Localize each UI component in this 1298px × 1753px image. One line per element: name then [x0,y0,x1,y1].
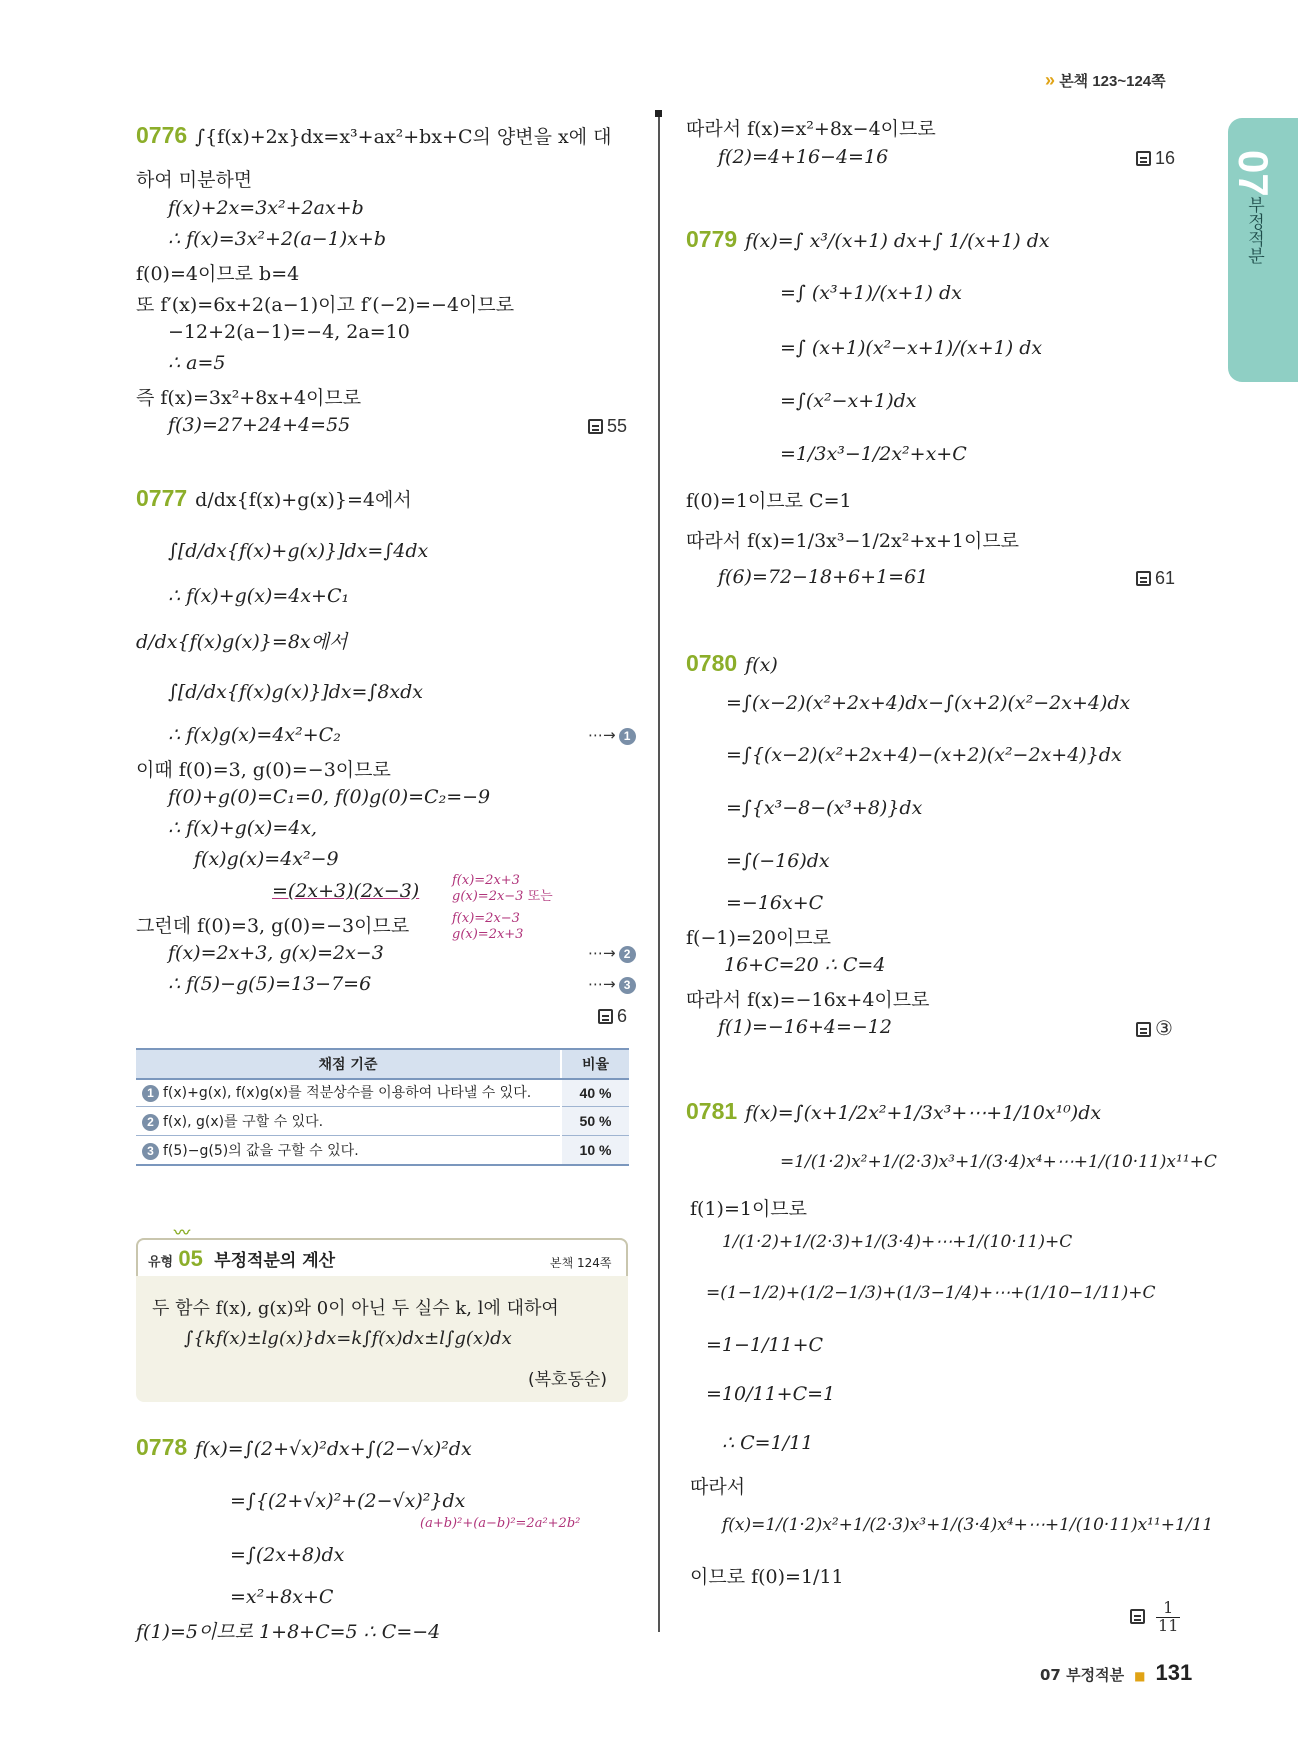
problem-0776-line-8: ∴ a=5 [168,352,226,374]
answer-icon [1136,151,1151,166]
concept-box-title: 유형 05 부정적분의 계산 [148,1246,336,1271]
problem-0780-line-4: =∫{x³−8−(x³+8)}dx [726,797,923,819]
problem-0780-line-3: =∫{(x−2)(x²+2x+4)−(x+2)(x²−2x+4)}dx [726,744,1122,766]
answer-0777: 6 [598,1006,627,1027]
problem-0781-line-8: ∴ C=1/11 [722,1432,814,1454]
chevron-right-icon: » [1045,70,1056,90]
problem-0778-cont-line-1: 따라서 f(x)=x²+8x−4이므로 [686,118,936,140]
problem-0776-line-10: f(3)=27+24+4=55 [168,414,351,436]
problem-0781-line-2: =1/(1·2)x²+1/(2·3)x³+1/(3·4)x⁴+⋯+1/(10·11)x¹¹+C [780,1152,1217,1172]
concept-line-2: ∫{kf(x)±lg(x)}dx=k∫f(x)dx±l∫g(x)dx [184,1328,512,1349]
problem-0776-line-6: 또 f′(x)=6x+2(a−1)이고 f′(−2)=−4이므로 [136,294,515,316]
column-divider-marker [655,110,662,117]
answer-icon [1136,571,1151,586]
problem-0776-line-4: ∴ f(x)=3x²+2(a−1)x+b [168,228,387,250]
problem-0777-line-12: 그런데 f(0)=3, g(0)=−3이므로 [136,915,410,937]
problem-0779-line-5: =1/3x³−1/2x²+x+C [780,443,967,465]
problem-0777-line-6: ∴ f(x)g(x)=4x²+C₂ [168,724,341,746]
page-reference [1045,70,1166,91]
step-mark-2: ⋯→ 2 [588,944,636,963]
page-number: 131 [1155,1660,1193,1685]
answer-icon [1136,1022,1151,1037]
problem-number: 0776 [136,122,188,148]
problem-number: 0779 [686,226,738,252]
concept-line-3: (복호동순) [528,1370,607,1390]
problem-0776-line-2: 하여 미분하면 [136,169,253,191]
problem-0777-line-9: ∴ f(x)+g(x)=4x, [168,817,318,839]
problem-0781-line-3: f(1)=1이므로 [690,1198,808,1220]
problem-0781-line-4: 1/(1·2)+1/(2·3)+1/(3·4)+⋯+1/(10·11)+C [722,1232,1073,1252]
answer-0779: 61 [1136,568,1175,589]
answer-icon [1130,1609,1145,1624]
problem-0778-line-4: =x²+8x+C [230,1586,334,1608]
problem-0781-line-5: =(1−1/2)+(1/2−1/3)+(1/3−1/4)+⋯+(1/10−1/11)+C [706,1283,1156,1303]
problem-0780-line-9: 따라서 f(x)=−16x+4이므로 [686,989,930,1011]
grading-table [136,1048,629,1166]
problem-0777-line-5: ∫[d/dx{f(x)g(x)}]dx=∫8xdx [168,681,423,703]
footer-square: ■ [1134,1669,1146,1683]
answer-0780: ③ [1136,1016,1173,1041]
problem-0779-line-6: f(0)=1이므로 C=1 [686,490,852,512]
problem-0780-line-7: f(−1)=20이므로 [686,927,832,949]
answer-0776: 55 [588,416,627,437]
problem-0777-line-8: f(0)+g(0)=C₁=0, f(0)g(0)=C₂=−9 [168,786,491,808]
problem-0779-line-8: f(6)=72−18+6+1=61 [718,566,929,588]
problem-0779-line-1: 0779 f(x)=∫ x³/(x+1) dx+∫ 1/(x+1) dx [686,226,1050,252]
answer-icon [588,419,603,434]
problem-0779-line-3: =∫ (x+1)(x²−x+1)/(x+1) dx [780,337,1043,359]
grading-header-rate: 비율 [561,1049,629,1079]
problem-0779-line-2: =∫ (x³+1)/(x+1) dx [780,282,962,304]
problem-0777-line-3: ∴ f(x)+g(x)=4x+C₁ [168,585,350,607]
problem-0780-line-5: =∫(−16)dx [726,850,830,872]
problem-0781-line-1: 0781 f(x)=∫(x+1/2x²+1/3x³+⋯+1/10x¹⁰)dx [686,1098,1102,1124]
problem-0781-line-10: f(x)=1/(1·2)x²+1/(2·3)x³+1/(3·4)x⁴+⋯+1/(10·11)x¹¹+1/11 [722,1515,1214,1535]
problem-0778-line-3: =∫(2x+8)dx [230,1544,345,1566]
problem-0779-line-7: 따라서 f(x)=1/3x³−1/2x²+x+1이므로 [686,530,1020,552]
problem-0777-line-2: ∫[d/dx{f(x)+g(x)}]dx=∫4dx [168,540,429,562]
problem-0777-line-7: 이때 f(0)=3, g(0)=−3이므로 [136,759,391,781]
grading-row: 1 f(x)+g(x), f(x)g(x)를 적분상수를 이용하여 나타낼 수 있다. 40 % [136,1079,629,1107]
problem-0776-line-7: −12+2(a−1)=−4, 2a=10 [168,321,410,343]
problem-0780-line-2: =∫(x−2)(x²+2x+4)dx−∫(x+2)(x²−2x+4)dx [726,692,1131,714]
grading-row: 2 f(x), g(x)를 구할 수 있다. 50 % [136,1107,629,1136]
column-divider [658,112,660,1632]
problem-0778-cont-line-2: f(2)=4+16−4=16 [718,146,889,168]
answer-fraction: $\frac{1}{11}$ [1158,1598,1179,1635]
problem-0777-line-4: d/dx{f(x)g(x)}=8x에서 [136,631,348,653]
problem-0780-line-1: 0780 f(x) [686,650,778,676]
chapter-tab-number: 07 [1230,150,1277,197]
answer-0778: 16 [1136,148,1175,169]
page-reference-label: 본책 123~124쪽 [1059,73,1166,90]
problem-number: 0780 [686,650,738,676]
problem-0778-note: (a+b)²+(a−b)²=2a²+2b² [420,1516,581,1531]
problem-0777-line-1: 0777 d/dx{f(x)+g(x)}=4에서 [136,485,412,511]
problem-0777-line-11: =(2x+3)(2x−3) [272,880,420,902]
grading-row: 3 f(5)−g(5)의 값을 구할 수 있다. 10 % [136,1136,629,1166]
wave-icon: 〰 [174,1225,191,1242]
problem-0776-line-9: 즉 f(x)=3x²+8x+4이므로 [136,387,362,409]
problem-number: 0781 [686,1098,738,1124]
problem-0777-line-13: f(x)=2x+3, g(x)=2x−3 [168,942,384,964]
answer-icon [598,1009,613,1024]
problem-number: 0778 [136,1434,188,1460]
concept-line-1: 두 함수 f(x), g(x)와 0이 아닌 두 실수 k, l에 대하여 [152,1298,559,1319]
problem-0781-line-7: =10/11+C=1 [706,1383,836,1405]
grading-header-criteria: 채점 기준 [136,1049,561,1079]
problem-0781-line-6: =1−1/11+C [706,1334,824,1356]
footer-chapter: 07 부정적분 [1040,1666,1125,1684]
problem-0781-line-9: 따라서 [690,1476,746,1498]
problem-0777-line-14: ∴ f(5)−g(5)=13−7=6 [168,973,372,995]
problem-0778-line-1: 0778 f(x)=∫(2+√x)²dx+∫(2−√x)²dx [136,1434,472,1460]
problem-0780-line-6: =−16x+C [726,892,824,914]
problem-0780-line-10: f(1)=−16+4=−12 [718,1016,892,1038]
problem-0776-line-1: 0776 ∫{f(x)+2x}dx=x³+ax²+bx+C의 양변을 x에 대 [136,122,612,148]
page-footer [1040,1660,1192,1686]
problem-0776-line-5: f(0)=4이므로 b=4 [136,263,300,285]
step-mark-1: ⋯→ 1 [588,726,636,745]
problem-0780-line-8: 16+C=20 ∴ C=4 [724,954,886,976]
side-note-cases: f(x)=2x+3 g(x)=2x−3 또는 f(x)=2x−3 g(x)=2x+3 [452,873,553,942]
concept-box-ref: 본책 124쪽 [550,1256,612,1270]
chapter-tab-title: 부정적분 [1244,196,1264,264]
problem-0778-line-2: =∫{(2+√x)²+(2−√x)²}dx [230,1490,466,1512]
problem-0778-line-5: f(1)=5이므로 1+8+C=5 ∴ C=−4 [136,1621,441,1643]
step-mark-3: ⋯→ 3 [588,975,636,994]
problem-0781-line-11: 이므로 f(0)=1/11 [690,1566,844,1588]
problem-number: 0777 [136,485,188,511]
problem-0779-line-4: =∫(x²−x+1)dx [780,390,917,412]
answer-0781 [1130,1600,1182,1635]
problem-0777-line-10: f(x)g(x)=4x²−9 [194,848,339,870]
problem-0776-line-3: f(x)+2x=3x²+2ax+b [168,197,364,219]
